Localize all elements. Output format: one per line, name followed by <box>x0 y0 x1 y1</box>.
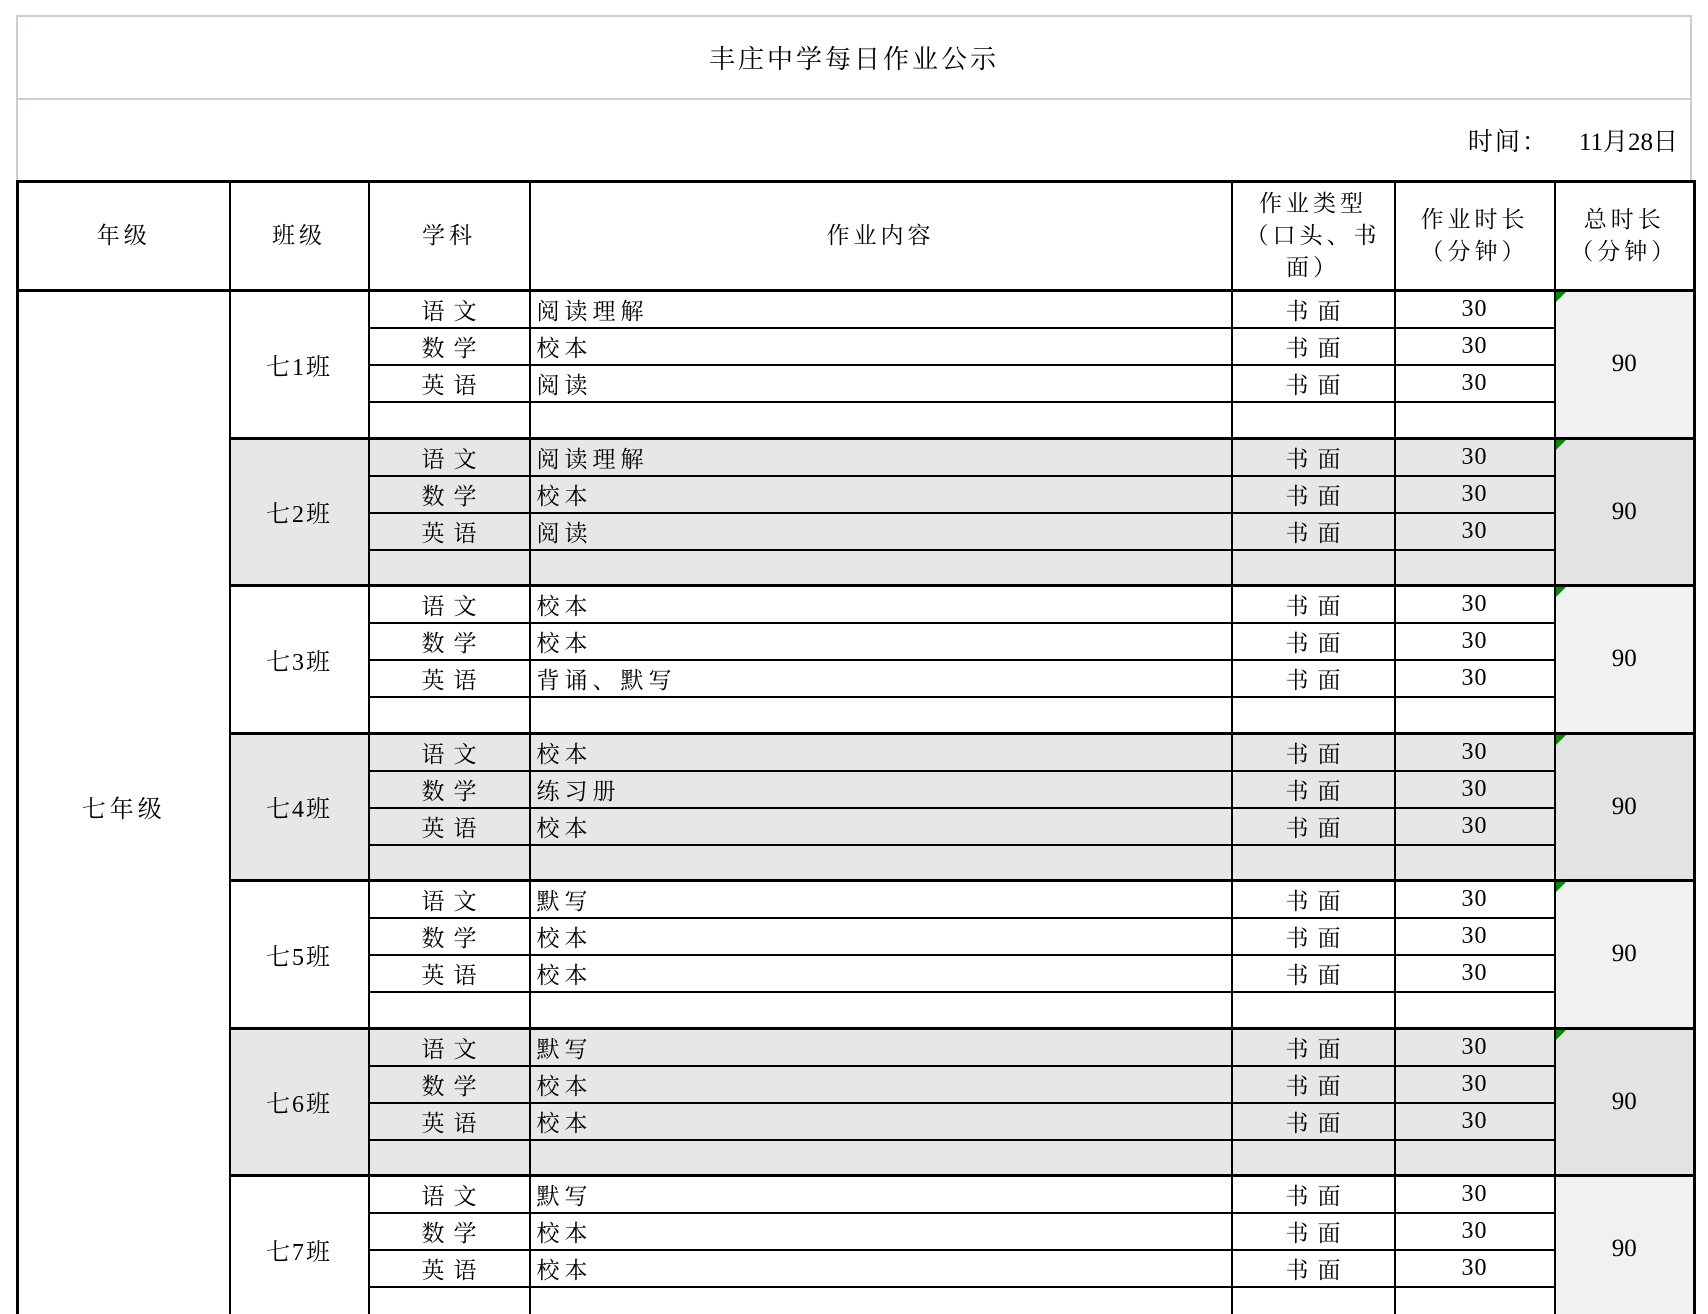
content-cell[interactable] <box>530 845 1232 881</box>
total-cell[interactable] <box>1555 733 1695 881</box>
type-cell[interactable]: 书面 <box>1232 1250 1395 1287</box>
class-cell[interactable]: 七1班 <box>230 291 369 439</box>
table-row <box>18 733 1695 771</box>
type-cell[interactable] <box>1232 550 1395 586</box>
minutes-cell[interactable]: 30 <box>1395 291 1555 329</box>
total-value: 90 <box>1611 645 1637 673</box>
minutes-cell[interactable]: 30 <box>1395 586 1555 624</box>
table-row <box>18 586 1695 624</box>
type-cell[interactable]: 书面 <box>1232 771 1395 808</box>
table-row <box>18 438 1695 476</box>
total-cell[interactable] <box>1555 1176 1695 1314</box>
homework-table <box>16 180 1696 1314</box>
error-marker-icon <box>1556 1030 1566 1040</box>
content-cell[interactable] <box>530 402 1232 438</box>
subject-cell[interactable]: 英语 <box>369 365 530 402</box>
minutes-cell[interactable] <box>1395 697 1555 733</box>
type-cell[interactable]: 书面 <box>1232 1213 1395 1250</box>
subject-cell[interactable]: 数学 <box>369 1066 530 1103</box>
type-cell[interactable]: 书面 <box>1232 660 1395 697</box>
content-cell[interactable]: 校本 <box>530 586 1232 624</box>
subject-cell[interactable] <box>369 992 530 1028</box>
subject-cell[interactable] <box>369 1287 530 1314</box>
title-row <box>18 17 1690 100</box>
type-cell[interactable]: 书面 <box>1232 438 1395 476</box>
content-cell[interactable]: 校本 <box>530 1066 1232 1103</box>
subject-cell[interactable]: 数学 <box>369 918 530 955</box>
type-cell[interactable]: 书面 <box>1232 586 1395 624</box>
subject-cell[interactable]: 语文 <box>369 586 530 624</box>
table-row <box>18 1028 1695 1066</box>
total-cell[interactable] <box>1555 881 1695 1029</box>
minutes-cell[interactable]: 30 <box>1395 733 1555 771</box>
type-cell[interactable] <box>1232 1287 1395 1314</box>
subject-cell[interactable] <box>369 697 530 733</box>
minutes-cell[interactable]: 30 <box>1395 881 1555 919</box>
error-marker-icon <box>1556 587 1566 597</box>
minutes-cell[interactable]: 30 <box>1395 808 1555 845</box>
minutes-cell[interactable] <box>1395 845 1555 881</box>
total-cell[interactable] <box>1555 1028 1695 1176</box>
content-cell[interactable]: 校本 <box>530 1103 1232 1140</box>
class-cell[interactable]: 七3班 <box>230 586 369 734</box>
subject-cell[interactable] <box>369 402 530 438</box>
minutes-cell[interactable]: 30 <box>1395 513 1555 550</box>
time-label: 时间： <box>1467 129 1549 156</box>
minutes-cell[interactable]: 30 <box>1395 955 1555 992</box>
minutes-cell[interactable]: 30 <box>1395 1176 1555 1214</box>
type-cell[interactable]: 书面 <box>1232 623 1395 660</box>
total-value: 90 <box>1611 1235 1637 1263</box>
type-cell[interactable] <box>1232 1140 1395 1176</box>
subject-cell[interactable]: 语文 <box>369 438 530 476</box>
content-cell[interactable]: 阅读理解 <box>530 291 1232 329</box>
content-cell[interactable]: 校本 <box>530 808 1232 845</box>
content-cell[interactable]: 默写 <box>530 1176 1232 1214</box>
content-cell[interactable] <box>530 992 1232 1028</box>
subject-cell[interactable]: 语文 <box>369 1028 530 1066</box>
content-cell[interactable]: 校本 <box>530 476 1232 513</box>
content-cell[interactable] <box>530 697 1232 733</box>
minutes-cell[interactable] <box>1395 1140 1555 1176</box>
time-value: 11月28日 <box>1578 129 1678 156</box>
minutes-cell[interactable]: 30 <box>1395 1103 1555 1140</box>
class-cell[interactable]: 七5班 <box>230 881 369 1029</box>
total-cell[interactable] <box>1555 586 1695 734</box>
error-marker-icon <box>1556 882 1566 892</box>
subject-cell[interactable]: 语文 <box>369 881 530 919</box>
minutes-cell[interactable]: 30 <box>1395 365 1555 402</box>
subject-cell[interactable]: 数学 <box>369 476 530 513</box>
class-cell[interactable]: 七2班 <box>230 438 369 586</box>
header-subject[interactable]: 学科 <box>369 182 530 291</box>
subject-cell[interactable]: 语文 <box>369 733 530 771</box>
type-cell[interactable] <box>1232 402 1395 438</box>
content-cell[interactable]: 默写 <box>530 1028 1232 1066</box>
type-cell[interactable]: 书面 <box>1232 733 1395 771</box>
content-cell[interactable]: 阅读 <box>530 513 1232 550</box>
minutes-cell[interactable]: 30 <box>1395 1250 1555 1287</box>
minutes-cell[interactable]: 30 <box>1395 771 1555 808</box>
subject-cell[interactable]: 数学 <box>369 328 530 365</box>
minutes-cell[interactable] <box>1395 992 1555 1028</box>
minutes-cell[interactable]: 30 <box>1395 1028 1555 1066</box>
class-cell[interactable]: 七4班 <box>230 733 369 881</box>
total-value: 90 <box>1611 940 1637 968</box>
type-cell[interactable]: 书面 <box>1232 365 1395 402</box>
content-cell[interactable]: 校本 <box>530 955 1232 992</box>
type-cell[interactable]: 书面 <box>1232 476 1395 513</box>
minutes-cell[interactable]: 30 <box>1395 918 1555 955</box>
header-class[interactable]: 班级 <box>230 182 369 291</box>
minutes-cell[interactable] <box>1395 1287 1555 1314</box>
content-cell[interactable]: 阅读理解 <box>530 438 1232 476</box>
header-total[interactable]: 总时长（分钟） <box>1555 182 1695 291</box>
table-row <box>18 291 1695 329</box>
page-title: 丰庄中学每日作业公示 <box>708 45 999 74</box>
content-cell[interactable]: 阅读 <box>530 365 1232 402</box>
header-row <box>18 182 1695 291</box>
minutes-cell[interactable]: 30 <box>1395 476 1555 513</box>
type-cell[interactable]: 书面 <box>1232 513 1395 550</box>
error-marker-icon <box>1556 440 1566 450</box>
subject-cell[interactable]: 英语 <box>369 1250 530 1287</box>
content-cell[interactable]: 默写 <box>530 881 1232 919</box>
total-value: 90 <box>1611 350 1637 378</box>
header-type[interactable]: 作业类型（口头、书面） <box>1232 182 1395 291</box>
class-cell[interactable]: 七6班 <box>230 1028 369 1176</box>
content-cell[interactable]: 校本 <box>530 1250 1232 1287</box>
type-cell[interactable]: 书面 <box>1232 1176 1395 1214</box>
error-marker-icon <box>1556 735 1566 745</box>
minutes-cell[interactable]: 30 <box>1395 438 1555 476</box>
subject-cell[interactable]: 数学 <box>369 771 530 808</box>
type-cell[interactable]: 书面 <box>1232 328 1395 365</box>
subject-cell[interactable]: 英语 <box>369 955 530 992</box>
total-value: 90 <box>1611 792 1637 820</box>
grade-cell[interactable]: 七年级 <box>18 291 230 1314</box>
type-cell[interactable]: 书面 <box>1232 881 1395 919</box>
content-cell[interactable] <box>530 550 1232 586</box>
content-cell[interactable]: 校本 <box>530 623 1232 660</box>
class-cell[interactable]: 七7班 <box>230 1176 369 1314</box>
subject-cell[interactable]: 英语 <box>369 660 530 697</box>
subject-cell[interactable]: 数学 <box>369 623 530 660</box>
minutes-cell[interactable]: 30 <box>1395 328 1555 365</box>
type-cell[interactable] <box>1232 697 1395 733</box>
content-cell[interactable] <box>530 1140 1232 1176</box>
table-row <box>18 1176 1695 1214</box>
type-cell[interactable]: 书面 <box>1232 1028 1395 1066</box>
content-cell[interactable]: 校本 <box>530 1213 1232 1250</box>
minutes-cell[interactable] <box>1395 402 1555 438</box>
subject-cell[interactable]: 英语 <box>369 808 530 845</box>
subject-cell[interactable]: 英语 <box>369 1103 530 1140</box>
content-cell[interactable]: 校本 <box>530 733 1232 771</box>
subject-cell[interactable] <box>369 845 530 881</box>
minutes-cell[interactable]: 30 <box>1395 1213 1555 1250</box>
header-content[interactable]: 作业内容 <box>530 182 1232 291</box>
header-minutes[interactable]: 作业时长（分钟） <box>1395 182 1555 291</box>
subject-cell[interactable] <box>369 550 530 586</box>
title-band <box>16 15 1692 180</box>
minutes-cell[interactable]: 30 <box>1395 1066 1555 1103</box>
error-marker-icon <box>1556 292 1566 302</box>
type-cell[interactable]: 书面 <box>1232 918 1395 955</box>
type-cell[interactable]: 书面 <box>1232 1103 1395 1140</box>
total-value: 90 <box>1611 497 1637 525</box>
content-cell[interactable]: 校本 <box>530 328 1232 365</box>
subject-cell[interactable]: 英语 <box>369 513 530 550</box>
type-cell[interactable] <box>1232 992 1395 1028</box>
type-cell[interactable]: 书面 <box>1232 1066 1395 1103</box>
content-cell[interactable]: 背诵、默写 <box>530 660 1232 697</box>
table-row <box>18 881 1695 919</box>
total-cell[interactable] <box>1555 438 1695 586</box>
type-cell[interactable]: 书面 <box>1232 291 1395 329</box>
minutes-cell[interactable]: 30 <box>1395 623 1555 660</box>
time-row <box>18 100 1690 180</box>
subject-cell[interactable] <box>369 1140 530 1176</box>
type-cell[interactable]: 书面 <box>1232 955 1395 992</box>
minutes-cell[interactable]: 30 <box>1395 660 1555 697</box>
content-cell[interactable]: 校本 <box>530 918 1232 955</box>
type-cell[interactable] <box>1232 845 1395 881</box>
total-value: 90 <box>1611 1087 1637 1115</box>
header-grade[interactable]: 年级 <box>18 182 230 291</box>
total-cell[interactable] <box>1555 291 1695 439</box>
subject-cell[interactable]: 数学 <box>369 1213 530 1250</box>
subject-cell[interactable]: 语文 <box>369 291 530 329</box>
content-cell[interactable]: 练习册 <box>530 771 1232 808</box>
content-cell[interactable] <box>530 1287 1232 1314</box>
subject-cell[interactable]: 语文 <box>369 1176 530 1214</box>
minutes-cell[interactable] <box>1395 550 1555 586</box>
type-cell[interactable]: 书面 <box>1232 808 1395 845</box>
